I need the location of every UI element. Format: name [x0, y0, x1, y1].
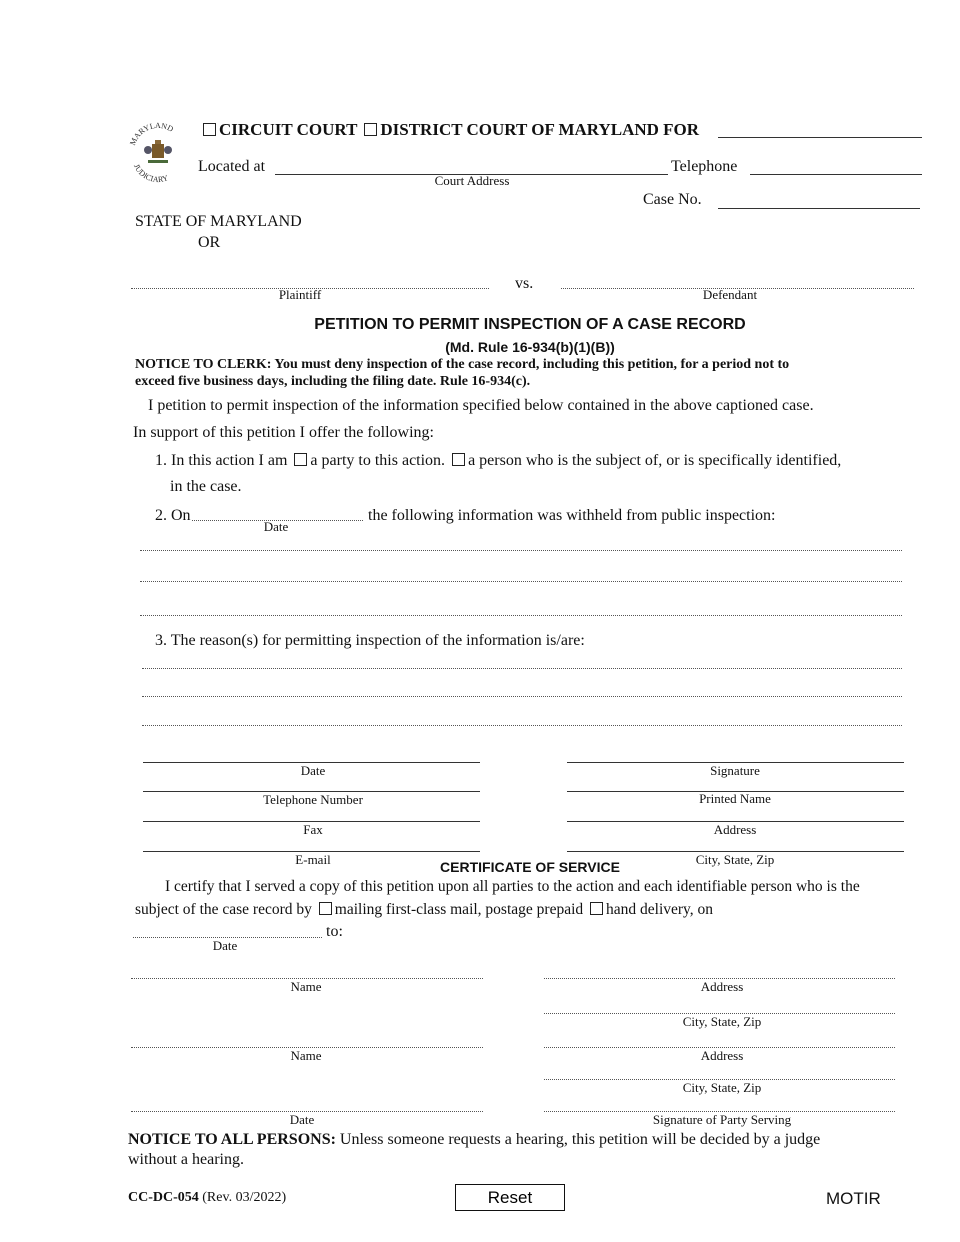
address-label: Address	[713, 822, 757, 837]
reason-line-2[interactable]	[142, 696, 902, 697]
notice-to-all-text: Unless someone requests a hearing, this petition will be decided by a judge	[339, 1131, 821, 1148]
item1-text: 1. In this action I am	[155, 452, 288, 469]
page-subtitle: (Md. Rule 16-934(b)(1)(B))	[445, 339, 615, 355]
address-2-label: Address	[700, 1048, 744, 1063]
party-serving-signature-label: Signature of Party Serving	[652, 1112, 792, 1127]
service-date-label: Date	[212, 938, 238, 953]
form-id: CC-DC-054	[128, 1190, 199, 1205]
party-checkbox[interactable]	[294, 453, 307, 466]
defendant-label: Defendant	[702, 287, 758, 302]
item2-on: 2. On	[155, 507, 191, 524]
subject-person-label: a person who is the subject of, or is specifically identified,	[468, 452, 842, 469]
svg-text:MARYLAND: MARYLAND	[128, 120, 175, 147]
printed-name-label: Printed Name	[699, 791, 771, 806]
reason-line-3[interactable]	[142, 725, 902, 726]
state-of-maryland-label: STATE OF MARYLAND	[135, 213, 302, 230]
telephone-number-label: Telephone Number	[263, 792, 363, 807]
certificate-line2	[135, 902, 713, 918]
county-field[interactable]	[718, 137, 922, 138]
hand-delivery-checkbox[interactable]	[590, 902, 603, 915]
intro-text: I petition to permit inspection of the information specified below contained in the above captioned case.	[148, 397, 814, 414]
item-1	[155, 453, 841, 469]
item1-continuation: in the case.	[170, 478, 242, 495]
telephone-label: Telephone	[671, 158, 738, 175]
city-1-label: City, State, Zip	[682, 1014, 762, 1029]
reset-button[interactable]: Reset	[455, 1184, 565, 1211]
withheld-info-line-2[interactable]	[140, 581, 902, 582]
maryland-judiciary-seal-logo	[126, 116, 190, 188]
page-title: PETITION TO PERMIT INSPECTION OF A CASE RECORD	[314, 316, 746, 333]
address-1-label: Address	[700, 979, 744, 994]
located-at-label: Located at	[198, 158, 266, 175]
city-2-label: City, State, Zip	[682, 1080, 762, 1095]
name-1-label: Name	[290, 979, 322, 994]
mail-checkbox[interactable]	[319, 902, 332, 915]
email-label: E-mail	[295, 852, 331, 867]
notice-to-all-heading: NOTICE TO ALL PERSONS:	[128, 1131, 336, 1148]
withheld-date-label: Date	[263, 519, 289, 534]
case-no-label: Case No.	[643, 191, 702, 208]
vs-label: vs.	[515, 275, 534, 292]
court-address-label: Court Address	[434, 173, 510, 188]
reason-line-1[interactable]	[142, 668, 902, 669]
case-number-field[interactable]	[718, 208, 920, 209]
form-revision: (Rev. 03/2022)	[202, 1190, 287, 1205]
certificate-line2-text: subject of the case record by	[135, 901, 312, 918]
district-court-checkbox[interactable]	[364, 123, 377, 136]
notice-to-all-line1	[128, 1132, 820, 1148]
fax-label: Fax	[303, 822, 323, 837]
notice-to-clerk-line1: NOTICE TO CLERK: You must deny inspection of the case record, including this petition, for a period not to	[135, 357, 790, 372]
svg-text:JUDICIARY: JUDICIARY	[131, 162, 170, 185]
form-code: MOTIR	[826, 1189, 881, 1208]
circuit-court-label: CIRCUIT COURT	[219, 120, 358, 139]
item2-text: the following information was withheld from public inspection:	[368, 507, 776, 524]
or-label: OR	[198, 234, 221, 251]
support-text: In support of this petition I offer the following:	[133, 424, 434, 441]
item3-text: 3. The reason(s) for permitting inspection of the information is/are:	[155, 632, 585, 649]
form-number	[128, 1191, 286, 1205]
plaintiff-label: Plaintiff	[278, 287, 322, 302]
withheld-info-line-3[interactable]	[140, 615, 902, 616]
certificate-title: CERTIFICATE OF SERVICE	[440, 859, 620, 875]
notice-to-clerk-line2: exceed five business days, including the filing date. Rule 16-934(c).	[135, 374, 531, 389]
withheld-info-line-1[interactable]	[140, 550, 902, 551]
notice-to-all-line2: without a hearing.	[128, 1151, 244, 1168]
mail-label: mailing first-class mail, postage prepaid	[334, 901, 584, 918]
city-state-zip-label: City, State, Zip	[695, 852, 775, 867]
to-label: to:	[326, 923, 343, 940]
signature-label: Signature	[710, 763, 760, 778]
certificate-line1: I certify that I served a copy of this petition upon all parties to the action and each identifiable person who is the	[165, 878, 860, 895]
court-selection-line	[200, 121, 699, 138]
petition-date-label: Date	[300, 763, 326, 778]
circuit-court-checkbox[interactable]	[203, 123, 216, 136]
hand-delivery-label: hand delivery, on	[606, 901, 714, 918]
party-label: a party to this action.	[310, 452, 446, 469]
court-telephone-field[interactable]	[750, 174, 922, 175]
name-2-label: Name	[290, 1048, 322, 1063]
subject-person-checkbox[interactable]	[452, 453, 465, 466]
certificate-date-label: Date	[289, 1112, 315, 1127]
district-court-label: DISTRICT COURT OF MARYLAND FOR	[380, 120, 700, 139]
